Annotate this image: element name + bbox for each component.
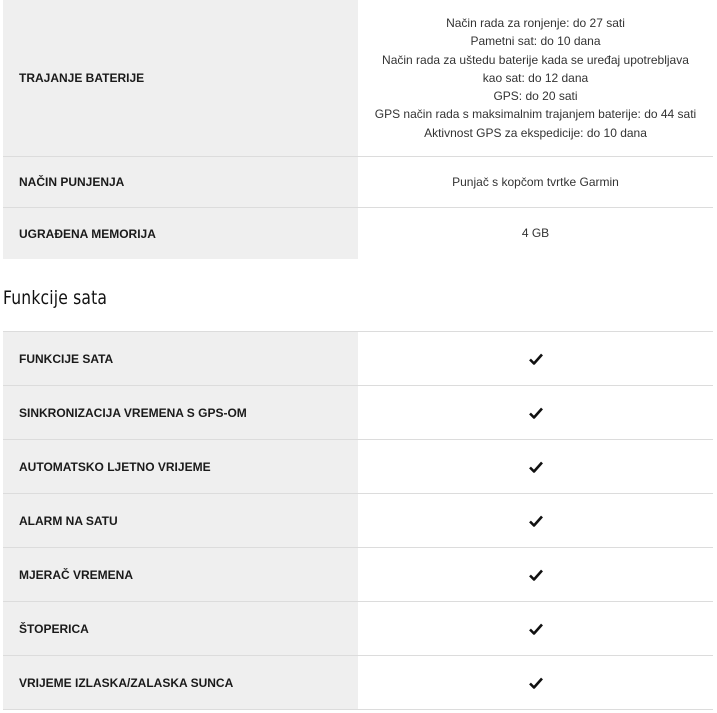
spec-value-charging: Punjač s kopčom tvrtke Garmin xyxy=(452,174,619,189)
feature-label: VRIJEME IZLASKA/ZALASKA SUNCA xyxy=(3,656,358,709)
feature-label: FUNKCIJE SATA xyxy=(3,332,358,385)
check-icon xyxy=(529,515,543,527)
check-icon xyxy=(529,461,543,473)
feature-label: MJERAČ VREMENA xyxy=(3,548,358,601)
feature-value xyxy=(358,656,713,709)
check-icon xyxy=(529,677,543,689)
feature-label: SINKRONIZACIJA VREMENA S GPS-OM xyxy=(3,386,358,439)
watch-features-table xyxy=(3,331,713,710)
check-icon xyxy=(529,353,543,365)
spec-label-battery: TRAJANJE BATERIJE xyxy=(3,0,358,156)
check-icon xyxy=(529,623,543,635)
feature-row xyxy=(3,602,713,656)
feature-label: ŠTOPERICA xyxy=(3,602,358,655)
battery-line: Pametni sat: do 10 dana xyxy=(470,34,601,49)
feature-value xyxy=(358,440,713,493)
battery-line: Način rada za ronjenje: do 27 sati xyxy=(446,16,625,31)
feature-row xyxy=(3,656,713,710)
check-icon xyxy=(529,407,543,419)
feature-value xyxy=(358,602,713,655)
spec-row-battery xyxy=(3,0,713,157)
feature-label: AUTOMATSKO LJETNO VRIJEME xyxy=(3,440,358,493)
battery-line: Način rada za uštedu baterije kada se uređaj upotrebljava xyxy=(382,52,689,67)
feature-label: ALARM NA SATU xyxy=(3,494,358,547)
feature-row xyxy=(3,440,713,494)
spec-value-battery xyxy=(358,0,713,156)
check-icon xyxy=(529,569,543,581)
feature-row xyxy=(3,494,713,548)
spec-label-charging: NAČIN PUNJENJA xyxy=(3,157,358,207)
feature-row xyxy=(3,548,713,602)
feature-row xyxy=(3,386,713,440)
battery-line: GPS način rada s maksimalnim trajanjem baterije: do 44 sati xyxy=(374,107,697,122)
feature-value xyxy=(358,494,713,547)
battery-line: kao sat: do 12 dana xyxy=(482,70,589,85)
spec-label-memory: UGRAĐENA MEMORIJA xyxy=(3,208,358,259)
feature-value xyxy=(358,332,713,385)
spec-row-memory xyxy=(3,208,713,259)
spec-value-memory: 4 GB xyxy=(521,226,550,241)
feature-value xyxy=(358,548,713,601)
feature-value xyxy=(358,386,713,439)
feature-row xyxy=(3,332,713,386)
battery-line: Aktivnost GPS za ekspedicije: do 10 dana xyxy=(424,125,647,140)
spec-row-charging xyxy=(3,157,713,208)
section-title: Funkcije sata xyxy=(3,287,108,309)
battery-specs-table xyxy=(3,0,713,259)
battery-line: GPS: do 20 sati xyxy=(493,89,578,104)
